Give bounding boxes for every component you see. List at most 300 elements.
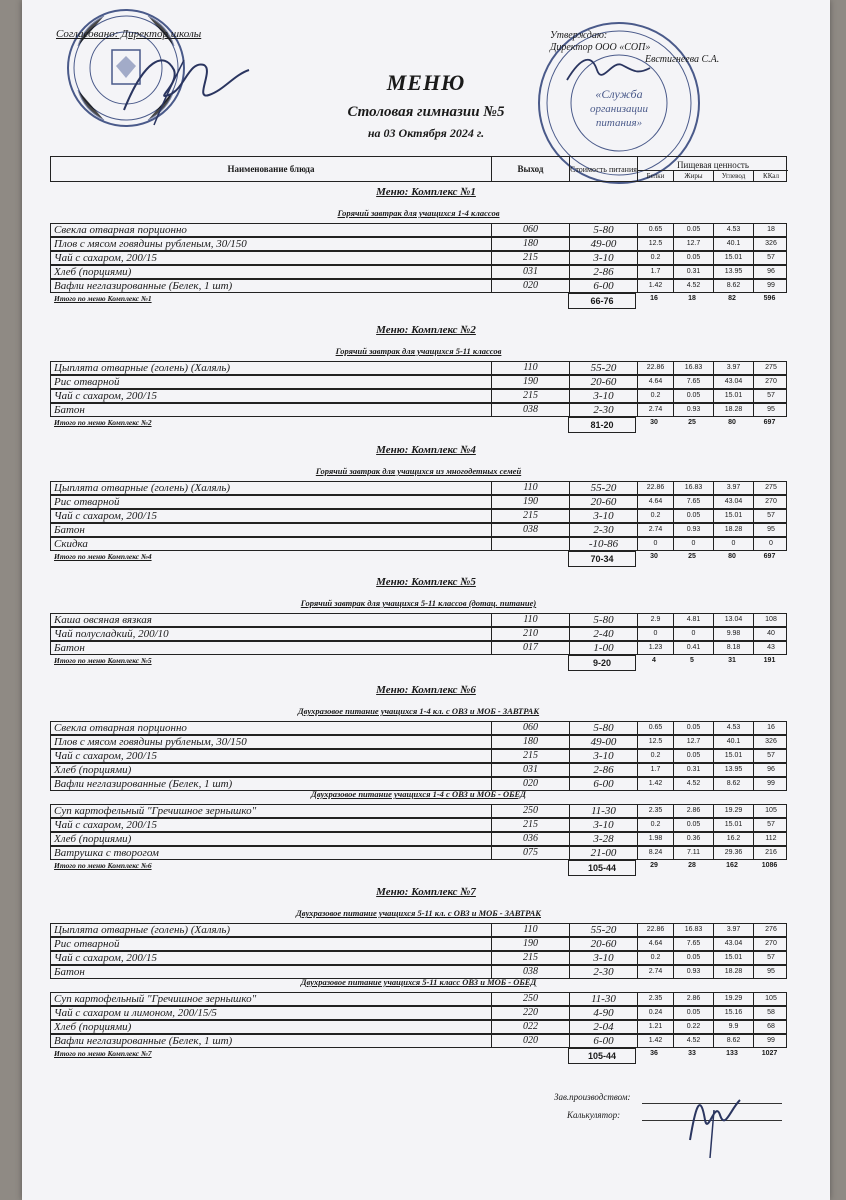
dish-carbs: 13.95 [713,764,753,776]
table-row [50,537,787,551]
dish-kcal: 68 [753,1021,788,1033]
dish-kcal: 99 [753,280,788,292]
dish-output: 215 [491,750,569,762]
dish-fat: 0.05 [673,390,713,402]
dish-protein: 0.2 [637,510,673,522]
dish-protein: 1.7 [637,266,673,278]
dish-fat: 7.11 [673,847,713,859]
dish-kcal: 57 [753,390,788,402]
dish-fat: 0.05 [673,722,713,734]
dish-price: 2-30 [569,404,637,416]
table-row [50,481,787,495]
dish-carbs: 29.36 [713,847,753,859]
dish-price: 6-00 [569,280,637,292]
dish-name: Цыплята отварные (голень) (Халяль) [54,924,231,936]
total-protein: 36 [650,1050,658,1057]
stamp-text-3: питания» [595,117,643,129]
dish-output: 220 [491,1007,569,1019]
dish-carbs: 15.01 [713,252,753,264]
dish-protein: 0.2 [637,390,673,402]
section-title: Меню: Комплекс №4 [376,444,476,456]
table-row [50,265,787,279]
total-label: Итого по меню Комплекс №6 [54,861,152,870]
section-title: Меню: Комплекс №7 [376,886,476,898]
dish-name: Чай с сахаром, 200/15 [54,750,157,762]
dish-fat: 0 [673,538,713,550]
dish-protein: 1.42 [637,1035,673,1047]
total-carbs: 80 [728,419,736,426]
dish-carbs: 18.28 [713,404,753,416]
dish-fat: 0.93 [673,524,713,536]
dish-fat: 4.52 [673,1035,713,1047]
dish-kcal: 18 [753,224,788,236]
table-row [50,721,787,735]
stamp-text-1: «Служба [595,87,643,101]
dish-output: 110 [491,362,569,374]
dish-protein: 1.21 [637,1021,673,1033]
dish-protein: 22.86 [637,362,673,374]
dish-carbs: 19.29 [713,993,753,1005]
total-kcal: 697 [763,553,776,560]
dish-name: Чай полусладкий, 200/10 [54,628,169,640]
dish-output: 038 [491,524,569,536]
dish-protein: 4.64 [637,376,673,388]
approval-right-line2: Директор ООО «СОП» [550,42,651,53]
table-row [50,223,787,237]
dish-name: Вафли неглазированные (Белек, 1 шт) [54,778,233,790]
dish-price: 20-60 [569,376,637,388]
dish-protein: 0.2 [637,952,673,964]
total-price: 66-76 [568,293,636,309]
table-row [50,749,787,763]
dish-protein: 8.24 [637,847,673,859]
dish-name: Батон [54,524,85,536]
dish-output: 020 [491,280,569,292]
dish-fat: 4.52 [673,280,713,292]
dish-protein: 12.5 [637,736,673,748]
dish-name: Батон [54,404,85,416]
dish-fat: 4.52 [673,778,713,790]
dish-output: 215 [491,252,569,264]
col-fat: Жиры [673,170,713,182]
table-row [50,641,787,655]
dish-price: 5-80 [569,722,637,734]
dish-carbs: 15.01 [713,750,753,762]
table-row [50,361,787,375]
dish-kcal: 57 [753,510,788,522]
section-title: Меню: Комплекс №2 [376,324,476,336]
dish-output: 110 [491,924,569,936]
dish-price: 49-00 [569,238,637,250]
dish-output: 215 [491,510,569,522]
col-protein: Белки [637,170,673,182]
dish-kcal: 43 [753,642,788,654]
dish-protein: 2.35 [637,805,673,817]
dish-carbs: 8.62 [713,778,753,790]
dish-kcal: 95 [753,404,788,416]
dish-protein: 2.74 [637,404,673,416]
dish-carbs: 40.1 [713,736,753,748]
dish-carbs: 43.04 [713,496,753,508]
dish-carbs: 43.04 [713,938,753,950]
dish-kcal: 326 [753,238,788,250]
dish-output: 190 [491,376,569,388]
table-row [50,1034,787,1048]
total-price: 81-20 [568,417,636,433]
dish-price: 2-86 [569,266,637,278]
dish-kcal: 275 [753,482,788,494]
total-fat: 33 [688,1050,696,1057]
col-name: Наименование блюда [227,163,315,174]
dish-fat: 0.93 [673,966,713,978]
dish-output: 110 [491,482,569,494]
section-title: Меню: Комплекс №6 [376,684,476,696]
dish-output: 215 [491,390,569,402]
dish-protein: 2.35 [637,993,673,1005]
stamp-text-2: организации [589,103,649,115]
dish-fat: 0.93 [673,404,713,416]
total-carbs: 80 [728,553,736,560]
dish-protein: 1.7 [637,764,673,776]
dish-fat: 0 [673,628,713,640]
dish-carbs: 8.62 [713,1035,753,1047]
dish-protein: 1.23 [637,642,673,654]
dish-fat: 4.81 [673,614,713,626]
dish-price: 2-30 [569,524,637,536]
dish-price: 5-80 [569,224,637,236]
dish-kcal: 95 [753,524,788,536]
table-row [50,951,787,965]
dish-output: 060 [491,224,569,236]
dish-carbs: 3.97 [713,362,753,374]
meal-title: Горячий завтрак для учащихся 5-11 классов (дотац. питание) [300,598,537,608]
dish-name: Плов с мясом говядины рубленым, 30/150 [54,736,247,748]
dish-fat: 12.7 [673,736,713,748]
table-row [50,627,787,641]
dish-protein: 0.2 [637,819,673,831]
meal-title: Двухразовое питание учащихся 1-4 с ОВЗ и МОБ - ОБЕД [311,789,526,799]
total-label: Итого по меню Комплекс №4 [54,552,152,561]
dish-name: Свекла отварная порционно [54,722,187,734]
table-row [50,509,787,523]
dish-output: 215 [491,952,569,964]
dish-protein: 22.86 [637,482,673,494]
dish-output: 031 [491,764,569,776]
dish-fat: 0.41 [673,642,713,654]
dish-price: 6-00 [569,778,637,790]
dish-carbs: 9.98 [713,628,753,640]
table-row [50,992,787,1006]
dish-protein: 0.65 [637,224,673,236]
dish-fat: 0.05 [673,819,713,831]
table-row [50,804,787,818]
dish-carbs: 43.04 [713,376,753,388]
footer-calculator-label: Калькулятор: [567,1110,621,1120]
dish-fat: 7.65 [673,376,713,388]
dish-kcal: 96 [753,266,788,278]
dish-kcal: 105 [753,805,788,817]
dish-kcal: 270 [753,376,788,388]
dish-kcal: 57 [753,819,788,831]
dish-protein: 0.2 [637,252,673,264]
table-header [50,156,787,182]
menu-title: МЕНЮ [386,70,466,95]
total-protein: 30 [650,553,658,560]
dish-output: 250 [491,805,569,817]
dish-name: Вафли неглазированные (Белек, 1 шт) [54,280,233,292]
total-protein: 29 [650,862,658,869]
dish-name: Суп картофельный "Гречишное зернышко" [54,993,257,1005]
dish-fat: 0.31 [673,764,713,776]
dish-output: 190 [491,496,569,508]
table-row [50,818,787,832]
dish-carbs: 3.97 [713,924,753,936]
dish-fat: 0.05 [673,1007,713,1019]
total-kcal: 1086 [761,862,778,869]
dish-protein: 1.42 [637,280,673,292]
dish-carbs: 4.53 [713,224,753,236]
dish-price: 55-20 [569,924,637,936]
dish-kcal: 95 [753,966,788,978]
dish-name: Чай с сахаром, 200/15 [54,819,157,831]
dish-name: Хлеб (порциями) [54,833,132,845]
dish-price: -10-86 [569,538,637,550]
dish-price: 4-90 [569,1007,637,1019]
dish-output: 210 [491,628,569,640]
dish-protein: 22.86 [637,924,673,936]
col-price: Стоимость питания [569,157,637,181]
meal-title: Горячий завтрак для учащихся 1-4 классов [337,208,500,218]
table-row [50,523,787,537]
dish-output: 250 [491,993,569,1005]
dish-output: 038 [491,966,569,978]
approval-right-name: Евстигнеева С.А. [645,54,720,65]
dish-name: Чай с сахаром и лимоном, 200/15/5 [54,1007,217,1019]
dish-protein: 0.65 [637,722,673,734]
dish-price: 55-20 [569,362,637,374]
dish-carbs: 15.01 [713,819,753,831]
dish-carbs: 13.95 [713,266,753,278]
dish-carbs: 4.53 [713,722,753,734]
dish-price: 5-80 [569,614,637,626]
table-row [50,613,787,627]
total-protein: 30 [650,419,658,426]
table-row [50,763,787,777]
dish-fat: 16.83 [673,362,713,374]
school-title: Столовая гимназии №5 [347,104,505,120]
dish-name: Батон [54,966,85,978]
dish-price: 3-10 [569,750,637,762]
approval-left: Согласовано: Директор школы [56,28,202,40]
dish-kcal: 216 [753,847,788,859]
total-carbs: 133 [726,1050,738,1057]
table-row [50,495,787,509]
section-total [50,417,787,433]
dish-fat: 16.83 [673,482,713,494]
total-carbs: 31 [728,657,736,664]
col-output: Выход [491,157,569,181]
col-nutrition: Пищевая ценность [637,157,788,170]
dish-name: Батон [54,642,85,654]
dish-name: Рис отварной [54,376,120,388]
meal-title: Горячий завтрак для учащихся 5-11 классов [335,346,502,356]
dish-protein: 0 [637,628,673,640]
dish-output: 038 [491,404,569,416]
dish-carbs: 19.29 [713,805,753,817]
dish-kcal: 96 [753,764,788,776]
dish-fat: 0.05 [673,510,713,522]
dish-price: 3-10 [569,252,637,264]
dish-output: 036 [491,833,569,845]
total-kcal: 191 [763,657,776,664]
dish-name: Суп картофельный "Гречишное зернышко" [54,805,257,817]
section-title: Меню: Комплекс №1 [376,186,476,198]
dish-carbs: 8.18 [713,642,753,654]
dish-price: 2-40 [569,628,637,640]
dish-protein: 4.64 [637,496,673,508]
dish-carbs: 15.01 [713,390,753,402]
dish-price: 2-04 [569,1021,637,1033]
dish-fat: 2.86 [673,993,713,1005]
dish-carbs: 0 [713,538,753,550]
dish-protein: 0.2 [637,750,673,762]
dish-carbs: 3.97 [713,482,753,494]
dish-carbs: 13.04 [713,614,753,626]
meal-title: Двухразовое питание учащихся 1-4 кл. с ОВЗ и МОБ - ЗАВТРАК [297,706,540,716]
dish-name: Хлеб (порциями) [54,764,132,776]
menu-date: на 03 Октября 2024 г. [367,126,485,140]
total-label: Итого по меню Комплекс №1 [54,294,152,303]
dish-name: Плов с мясом говядины рубленым, 30/150 [54,238,247,250]
dish-name: Цыплята отварные (голень) (Халяль) [54,482,231,494]
dish-kcal: 112 [753,833,788,845]
dish-carbs: 9.9 [713,1021,753,1033]
dish-name: Чай с сахаром, 200/15 [54,952,157,964]
dish-fat: 0.05 [673,750,713,762]
dish-price: 2-86 [569,764,637,776]
total-carbs: 82 [728,295,736,302]
dish-kcal: 326 [753,736,788,748]
dish-protein: 12.5 [637,238,673,250]
dish-price: 49-00 [569,736,637,748]
table-row [50,846,787,860]
section-total [50,551,787,567]
approval-right-line1: Утверждаю: [550,30,608,41]
dish-name: Свекла отварная порционно [54,224,187,236]
table-row [50,237,787,251]
table-row [50,403,787,417]
dish-kcal: 0 [753,538,788,550]
total-protein: 16 [650,295,658,302]
dish-price: 3-10 [569,390,637,402]
dish-carbs: 18.28 [713,966,753,978]
dish-protein: 2.9 [637,614,673,626]
dish-name: Рис отварной [54,938,120,950]
total-label: Итого по меню Комплекс №5 [54,656,152,665]
total-kcal: 1027 [761,1050,778,1057]
dish-name: Ватрушка с творогом [54,847,159,859]
dish-price: 6-00 [569,1035,637,1047]
total-price: 105-44 [568,860,636,876]
dish-kcal: 270 [753,496,788,508]
dish-carbs: 15.16 [713,1007,753,1019]
dish-kcal: 16 [753,722,788,734]
dish-kcal: 275 [753,362,788,374]
dish-name: Каша овсяная вязкая [54,614,152,626]
dish-price: 11-30 [569,993,637,1005]
table-row [50,1020,787,1034]
dish-name: Хлеб (порциями) [54,266,132,278]
section-total [50,293,787,309]
dish-output: 020 [491,778,569,790]
dish-output: 110 [491,614,569,626]
dish-fat: 0.05 [673,952,713,964]
dish-kcal: 58 [753,1007,788,1019]
dish-carbs: 15.01 [713,510,753,522]
total-price: 105-44 [568,1048,636,1064]
dish-protein: 4.64 [637,938,673,950]
dish-carbs: 8.62 [713,280,753,292]
dish-output: 020 [491,1035,569,1047]
dish-output: 180 [491,736,569,748]
dish-price: 55-20 [569,482,637,494]
col-kcal: ККал [753,170,788,182]
table-row [50,735,787,749]
dish-protein: 2.74 [637,524,673,536]
table-row [50,832,787,846]
dish-price: 3-28 [569,833,637,845]
dish-fat: 0.05 [673,224,713,236]
dish-price: 20-60 [569,496,637,508]
meal-title: Двухразовое питание учащихся 5-11 класс ОВЗ и МОБ - ОБЕД [300,977,537,987]
menu-document [22,0,830,1200]
section-total [50,655,787,671]
dish-price: 20-60 [569,938,637,950]
dish-kcal: 276 [753,924,788,936]
total-kcal: 697 [763,419,776,426]
approval-right [550,30,719,66]
total-carbs: 162 [726,862,738,869]
dish-price: 1-00 [569,642,637,654]
dish-fat: 2.86 [673,805,713,817]
table-row [50,389,787,403]
dish-output: 017 [491,642,569,654]
section-total [50,1048,787,1064]
dish-name: Цыплята отварные (голень) (Халяль) [54,362,231,374]
dish-protein: 1.42 [637,778,673,790]
dish-price: 11-30 [569,805,637,817]
dish-kcal: 57 [753,952,788,964]
dish-price: 3-10 [569,819,637,831]
total-label: Итого по меню Комплекс №2 [54,418,152,427]
dish-name: Вафли неглазированные (Белек, 1 шт) [54,1035,233,1047]
dish-protein: 2.74 [637,966,673,978]
col-carbs: Углевод [713,170,753,182]
table-row [50,279,787,293]
dish-output: 180 [491,238,569,250]
dish-fat: 12.7 [673,238,713,250]
dish-fat: 0.36 [673,833,713,845]
dish-kcal: 99 [753,1035,788,1047]
dish-protein: 0 [637,538,673,550]
meal-title: Двухразовое питание учащихся 5-11 кл. с ОВЗ и МОБ - ЗАВТРАК [295,908,542,918]
table-row [50,1006,787,1020]
footer-production-label: Зав.производством: [554,1092,631,1102]
dish-fat: 0.05 [673,252,713,264]
meal-title: Горячий завтрак для учащихся из многодетных семей [315,466,522,476]
total-protein: 4 [652,657,656,664]
calculator-signature-icon [670,1080,750,1160]
